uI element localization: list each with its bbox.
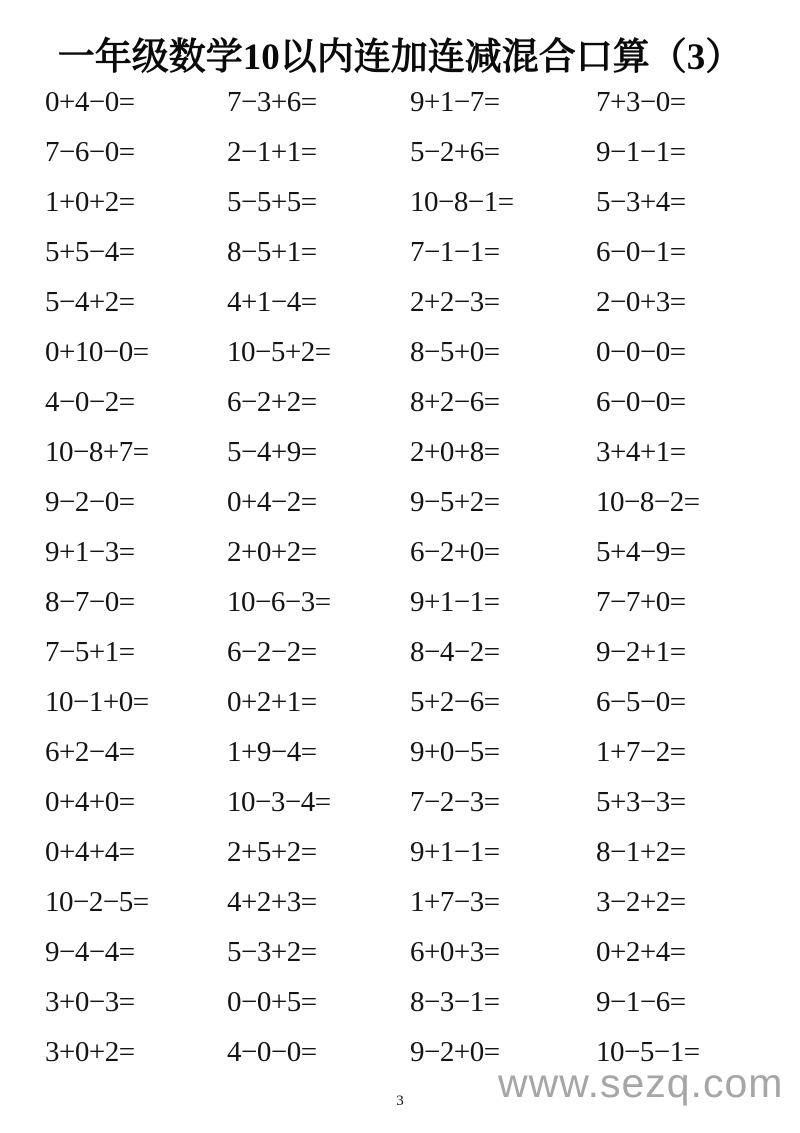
page-number: 3 [396, 1093, 404, 1109]
problem-cell: 7−6−0= [45, 135, 135, 168]
problem-cell: 9−1−6= [596, 985, 686, 1018]
problem-cell: 9−1−1= [596, 135, 686, 168]
problem-row [45, 777, 785, 827]
problem-cell: 9−2+0= [410, 1035, 500, 1068]
problem-cell: 6−5−0= [596, 685, 686, 718]
problem-cell: 0−0−0= [596, 335, 686, 368]
problem-cell: 8−7−0= [45, 585, 135, 618]
problem-cell: 3+0+2= [45, 1035, 135, 1068]
watermark: www.sezq.com [498, 1060, 784, 1106]
problem-cell: 5−4+9= [227, 435, 317, 468]
problem-row [45, 527, 785, 577]
problem-cell: 9−2−0= [45, 485, 135, 518]
problem-row [45, 227, 785, 277]
problem-cell: 9+1−1= [410, 835, 500, 868]
problem-cell: 3+0−3= [45, 985, 135, 1018]
problem-cell: 2−0+3= [596, 285, 686, 318]
problem-row [45, 627, 785, 677]
problem-cell: 4−0−0= [227, 1035, 317, 1068]
problem-cell: 0−0+5= [227, 985, 317, 1018]
problem-cell: 7−7+0= [596, 585, 686, 618]
problem-cell: 9+0−5= [410, 735, 500, 768]
problem-row [45, 477, 785, 527]
problem-cell: 0+4−2= [227, 485, 317, 518]
problem-cell: 9+1−7= [410, 85, 500, 118]
problem-cell: 7−1−1= [410, 235, 500, 268]
problem-cell: 1+7−2= [596, 735, 686, 768]
problem-cell: 7+3−0= [596, 85, 686, 118]
problem-row [45, 77, 785, 127]
problem-cell: 10−2−5= [45, 885, 149, 918]
problem-cell: 8−3−1= [410, 985, 500, 1018]
problem-row [45, 177, 785, 227]
problem-cell: 5−3+4= [596, 185, 686, 218]
problem-cell: 5−2+6= [410, 135, 500, 168]
problem-cell: 5+3−3= [596, 785, 686, 818]
problem-cell: 0+4+0= [45, 785, 135, 818]
problem-cell: 6−2−2= [227, 635, 317, 668]
problem-cell: 0+10−0= [45, 335, 149, 368]
problem-cell: 9−5+2= [410, 485, 500, 518]
problem-cell: 2−1+1= [227, 135, 317, 168]
problem-cell: 10−5−1= [596, 1035, 700, 1068]
problem-cell: 4+1−4= [227, 285, 317, 318]
problem-row [45, 677, 785, 727]
problem-cell: 7−5+1= [45, 635, 135, 668]
problem-cell: 2+2−3= [410, 285, 500, 318]
problem-cell: 2+0+8= [410, 435, 500, 468]
problem-cell: 8−5+1= [227, 235, 317, 268]
problem-cell: 6−0−1= [596, 235, 686, 268]
problem-cell: 10−5+2= [227, 335, 331, 368]
problem-cell: 6−0−0= [596, 385, 686, 418]
problem-cell: 9−2+1= [596, 635, 686, 668]
problem-cell: 0+2+4= [596, 935, 686, 968]
problem-row [45, 977, 785, 1027]
problem-row [45, 427, 785, 477]
problem-cell: 6−2+2= [227, 385, 317, 418]
problem-cell: 2+0+2= [227, 535, 317, 568]
problem-cell: 4+2+3= [227, 885, 317, 918]
problem-cell: 5+4−9= [596, 535, 686, 568]
problem-cell: 6+2−4= [45, 735, 135, 768]
problem-cell: 10−8+7= [45, 435, 149, 468]
problem-cell: 5+5−4= [45, 235, 135, 268]
problem-cell: 8+2−6= [410, 385, 500, 418]
problem-row [45, 877, 785, 927]
problem-cell: 5−5+5= [227, 185, 317, 218]
problem-cell: 4−0−2= [45, 385, 135, 418]
problem-row [45, 377, 785, 427]
problem-row [45, 827, 785, 877]
problem-cell: 6−2+0= [410, 535, 500, 568]
problem-cell: 8−4−2= [410, 635, 500, 668]
problem-cell: 8−1+2= [596, 835, 686, 868]
problem-cell: 9+1−1= [410, 585, 500, 618]
problem-cell: 5−4+2= [45, 285, 135, 318]
problem-cell: 1+0+2= [45, 185, 135, 218]
problem-cell: 3+4+1= [596, 435, 686, 468]
problem-cell: 0+4−0= [45, 85, 135, 118]
problem-cell: 9−4−4= [45, 935, 135, 968]
problem-cell: 7−2−3= [410, 785, 500, 818]
problem-cell: 10−6−3= [227, 585, 331, 618]
problem-cell: 10−8−1= [410, 185, 514, 218]
problem-cell: 10−1+0= [45, 685, 149, 718]
problem-row [45, 927, 785, 977]
problem-row [45, 577, 785, 627]
problem-cell: 0+4+4= [45, 835, 135, 868]
problem-cell: 5+2−6= [410, 685, 500, 718]
problem-cell: 1+9−4= [227, 735, 317, 768]
problem-cell: 7−3+6= [227, 85, 317, 118]
problem-cell: 3−2+2= [596, 885, 686, 918]
problem-cell: 8−5+0= [410, 335, 500, 368]
problem-row [45, 127, 785, 177]
problem-cell: 6+0+3= [410, 935, 500, 968]
worksheet-title: 一年级数学10以内连加连减混合口算（3） [57, 37, 743, 78]
problem-cell: 0+2+1= [227, 685, 317, 718]
problem-cell: 5−3+2= [227, 935, 317, 968]
problem-cell: 9+1−3= [45, 535, 135, 568]
problem-cell: 2+5+2= [227, 835, 317, 868]
problem-row [45, 327, 785, 377]
problem-row [45, 727, 785, 777]
problem-cell: 1+7−3= [410, 885, 500, 918]
problems-grid [45, 77, 785, 1077]
problem-cell: 10−3−4= [227, 785, 331, 818]
problem-cell: 10−8−2= [596, 485, 700, 518]
problem-row [45, 277, 785, 327]
